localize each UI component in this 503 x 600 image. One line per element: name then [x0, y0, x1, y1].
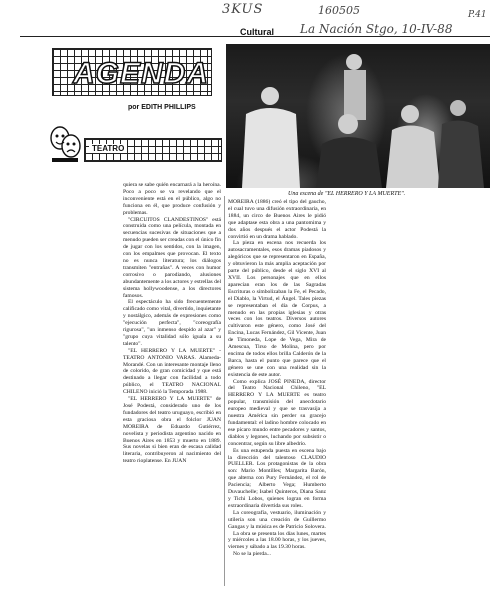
source-annotation: La Nación Stgo, 10-IV-88 [300, 22, 453, 36]
teatro-banner [84, 138, 222, 162]
article-paragraph: MOREIRA (1886) creó el tipo del gaucho, el cual tuvo una difusión extraordinaria, en 1884, un circo de Buenos Aires le pidió que adaptase esta obra a una pantomima y dos años después el actor Podestá la convirtió en un drama hablado. [228, 199, 326, 240]
article-paragraph: "EL HERRERO Y LA MUERTE" - TEATRO ANTONIO VARAS. Alameda-Morandé. Con un interesante montaje lleno de colorido, de gran comicidad y que está destinado a llegar con facilidad a todo público, el TEATRO NACIONAL CHILENO inició la Temporada 1988. [123, 347, 221, 396]
article-paragraph: El espectáculo ha sido frecuentemente calificado como vital, divertido, inquietante y nostálgico, además de expresiones como "ejecución perfecta", "coreografía rigurosa", "un inmenso despido al azar" y "grupo cuya vitalidad sólo iguala a su talento". [123, 299, 221, 347]
left-text-column [123, 182, 221, 465]
agenda-banner [52, 48, 212, 96]
archive-stamp: 3KUS [222, 2, 264, 17]
play-scene-photo [226, 44, 490, 188]
article-paragraph: La coreografía, vestuario, iluminación y utilería son una creación de Guillermo Gangas y la música es de Patricio Solovera. [228, 509, 326, 530]
section-label: Cultural [240, 27, 275, 37]
article-paragraph: quiera se sabe quién encarnará a la heroína. Poco a poco se va revelando que el inconveniente está en el público, algo no funciona en él, que produce confusión y problemas. [123, 182, 221, 216]
article-paragraph: La pieza en escena nos recuerda los autosacramentales, esos dramas piadosos y alegóricos que se representaron en España, y obtuvieron la más amplia aceptación por parte del público, desde el siglo XVI al XVII. Los personajes que en ellos aparecían eran los de las Sagradas Escrituras o símbolizaban la Fe, el Pecado, el Diablo, la Virtud, el Ángel. Tales piezas se representaban el día de Corpus, a menudo en las propias iglesias y otras veces con los teatros. Diversos autores cultivaron este género, como José del Encina, Lucas Fernández, Gil Vicente, Juan de Timoneda, Lope de Vega, Mira de Amescua, Tirso de Molina, pero por encima de todos ellos brilla Calderón de la Barca, hasta el punto que parece que el género se une con una realidad sin la existencia de este autor. [228, 240, 326, 378]
right-text-column [228, 199, 326, 558]
page-reference: P.41 [468, 10, 487, 20]
column-divider [224, 196, 225, 586]
byline: por EDITH PHILLIPS [128, 104, 196, 111]
article-paragraph: La obra se presenta los días lunes, martes y miércoles a las 18.00 horas, y los jueves, viernes y sábado a las 19.30 horas. [228, 530, 326, 551]
photo-caption: Una escena de "EL HERRERO Y LA MUERTE". [288, 191, 406, 197]
article-paragraph: "EL HERRERO Y LA MUERTE" de José Podestá, considerado uno de los fundadores del teatro uruguayo, escribió en esta graciosa obra el folclor JUAN MOREIRA de Eduardo Gutiérrez, novelista y periodista argentino nacido en Buenos Aires en 1853 y muerto en 1889. Sus novelas si bien eran de escasa calidad literaria, contribuyeron al nacimiento del teatro rioplatense. En JUAN [123, 396, 221, 465]
article-paragraph: "CIRCUITOS CLANDESTINOS" está construida como una película, montada en secuencias sucesivas de situaciones que a menudo pueden ser creadas con el único fin de jugar con los sentidos, con la imagen, con los empalmes que provocan. El texto no es nunca literatura; los diálogos transmiten "entrañas". A veces con humor corrosivo o parodiando, alusiones abundantemente a los actores y estrellas del sistema hollywoodense, a los directores famosos. [123, 216, 222, 299]
archive-number: 160505 [318, 4, 360, 17]
agenda-title: AGENDA [73, 57, 210, 90]
article-paragraph: Como explica JOSÉ PINEDA, director del Teatro Nacional Chileno, "EL HERRERO Y LA MUERTE es teatro popular, transmisión del anecdotario europeo medieval y que se trasvasija a nuestra América sin perder su gracejo fundamental: el ladino hombre colocado en ese pícaro mundo entre pecadores y santos, diablos y legones, luchando por subsistir o concentrar, según su libre albedrío. [228, 378, 326, 447]
article-paragraph: Es una estupenda puesta en escena bajo la dirección del talentoso CLAUDIO PUELLER. Los protagonistas de la obra son: Mario Montilles; Margarita Barón, que alterna con Pury Fernández, el rol de Paciencia; Alberto Vega; Humberto Duvauchelle; Isabel Quinteros, Diana Sanz y Tichi Lobos, quienes logran en forma extraordinaria divertida sus roles. [228, 447, 326, 509]
article-paragraph: No se la pierda... [233, 551, 271, 558]
theatre-masks-icon [48, 124, 82, 164]
teatro-label: TEATRO [89, 144, 127, 153]
